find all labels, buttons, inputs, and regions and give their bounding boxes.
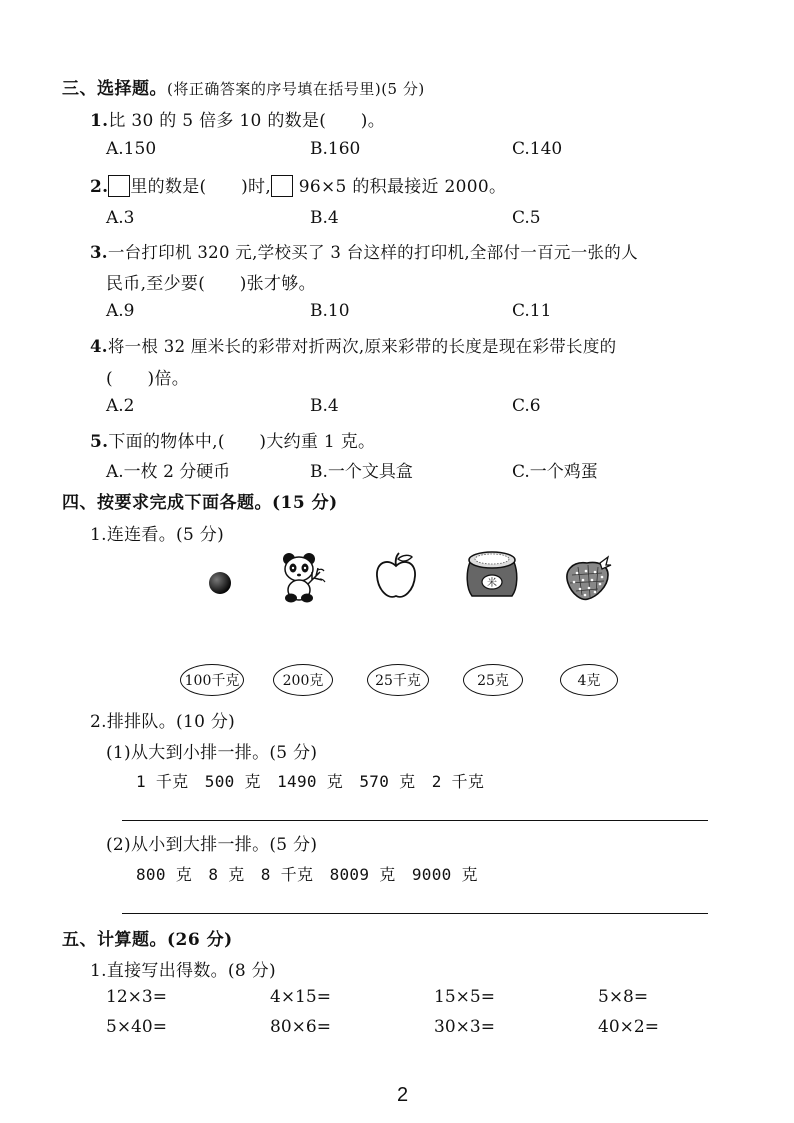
option-a: A.一枚 2 分硬币 [106, 462, 231, 482]
weight-option[interactable]: 25千克 [367, 664, 429, 696]
section-5-title: 五、计算题。(26 分) [62, 930, 233, 950]
calc-item[interactable]: 30×3= [434, 1017, 495, 1037]
calc-item[interactable]: 5×40= [106, 1017, 167, 1037]
apple-icon[interactable] [374, 552, 418, 602]
option-c: C.一个鸡蛋 [512, 462, 598, 482]
option-b: B.4 [310, 396, 339, 416]
question-4 [90, 333, 616, 357]
ordering-sub1-items: 1 千克 500 克 1490 克 570 克 2 千克 [136, 772, 485, 791]
option-a: A.150 [106, 139, 157, 159]
question-number: 3. [90, 243, 108, 262]
option-b: B.4 [310, 208, 339, 228]
option-b: B.10 [310, 301, 350, 321]
ordering-sub2-title: (2)从小到大排一排。(5 分) [106, 835, 318, 855]
weight-option[interactable]: 4克 [560, 664, 618, 696]
question-text: 一台打印机 320 元,学校买了 3 台这样的打印机,全部付一百元一张的人 [107, 243, 638, 262]
answer-line[interactable] [122, 913, 708, 914]
rice-bag-icon[interactable] [464, 548, 520, 600]
calc-item[interactable]: 4×15= [270, 987, 331, 1007]
matching-question-title: 1.连连看。(5 分) [90, 525, 225, 545]
rice-label: 米 [487, 578, 497, 589]
option-a: A.3 [106, 208, 135, 228]
coin-icon[interactable] [205, 568, 235, 598]
question-number: 2. [90, 177, 109, 197]
strawberry-icon[interactable] [562, 553, 612, 603]
option-c: C.11 [512, 301, 552, 321]
page-number: 2 [397, 1084, 409, 1106]
question-1 [90, 106, 385, 131]
panda-icon[interactable] [278, 550, 328, 604]
blank-box[interactable] [108, 175, 130, 197]
section-3-title: 三、选择题。 [62, 79, 167, 99]
question-text: 下面的物体中,( )大约重 1 克。 [108, 432, 376, 452]
question-number: 5. [90, 432, 109, 452]
question-text: 里的数是( )时, [130, 177, 272, 197]
question-3 [90, 239, 638, 263]
question-number: 4. [90, 337, 108, 356]
calc-item[interactable]: 12×3= [106, 987, 167, 1007]
option-b: B.160 [310, 139, 361, 159]
weight-option[interactable]: 200克 [273, 664, 333, 696]
section-3-heading [62, 74, 425, 99]
calc-question-title: 1.直接写出得数。(8 分) [90, 961, 276, 981]
option-a: A.9 [106, 301, 135, 321]
option-c: C.140 [512, 139, 563, 159]
calc-item[interactable]: 80×6= [270, 1017, 331, 1037]
question-text: 将一根 32 厘米长的彩带对折两次,原来彩带的长度是现在彩带长度的 [107, 337, 617, 356]
answer-line[interactable] [122, 820, 708, 821]
option-b: B.一个文具盒 [310, 462, 413, 482]
question-text: 96×5 的积最接近 2000。 [298, 177, 507, 197]
section-4-title: 四、按要求完成下面各题。(15 分) [62, 493, 338, 513]
question-2 [90, 172, 506, 197]
question-3-continued: 民币,至少要( )张才够。 [106, 274, 316, 294]
question-4-continued: ( )倍。 [106, 369, 190, 389]
option-c: C.6 [512, 396, 541, 416]
calc-item[interactable]: 40×2= [598, 1017, 659, 1037]
calc-item[interactable]: 5×8= [598, 987, 649, 1007]
ordering-sub2-items: 800 克 8 克 8 千克 8009 克 9000 克 [136, 865, 478, 884]
option-c: C.5 [512, 208, 541, 228]
blank-box[interactable] [271, 175, 293, 197]
ordering-question-title: 2.排排队。(10 分) [90, 712, 236, 732]
question-5 [90, 427, 375, 452]
weight-option[interactable]: 100千克 [180, 664, 244, 696]
question-text: 比 30 的 5 倍多 10 的数是( )。 [108, 111, 386, 131]
option-a: A.2 [106, 396, 135, 416]
section-3-note: (将正确答案的序号填在括号里)(5 分) [167, 80, 425, 98]
question-number: 1. [90, 111, 109, 131]
weight-option[interactable]: 25克 [463, 664, 523, 696]
calc-item[interactable]: 15×5= [434, 987, 495, 1007]
ordering-sub1-title: (1)从大到小排一排。(5 分) [106, 743, 318, 763]
